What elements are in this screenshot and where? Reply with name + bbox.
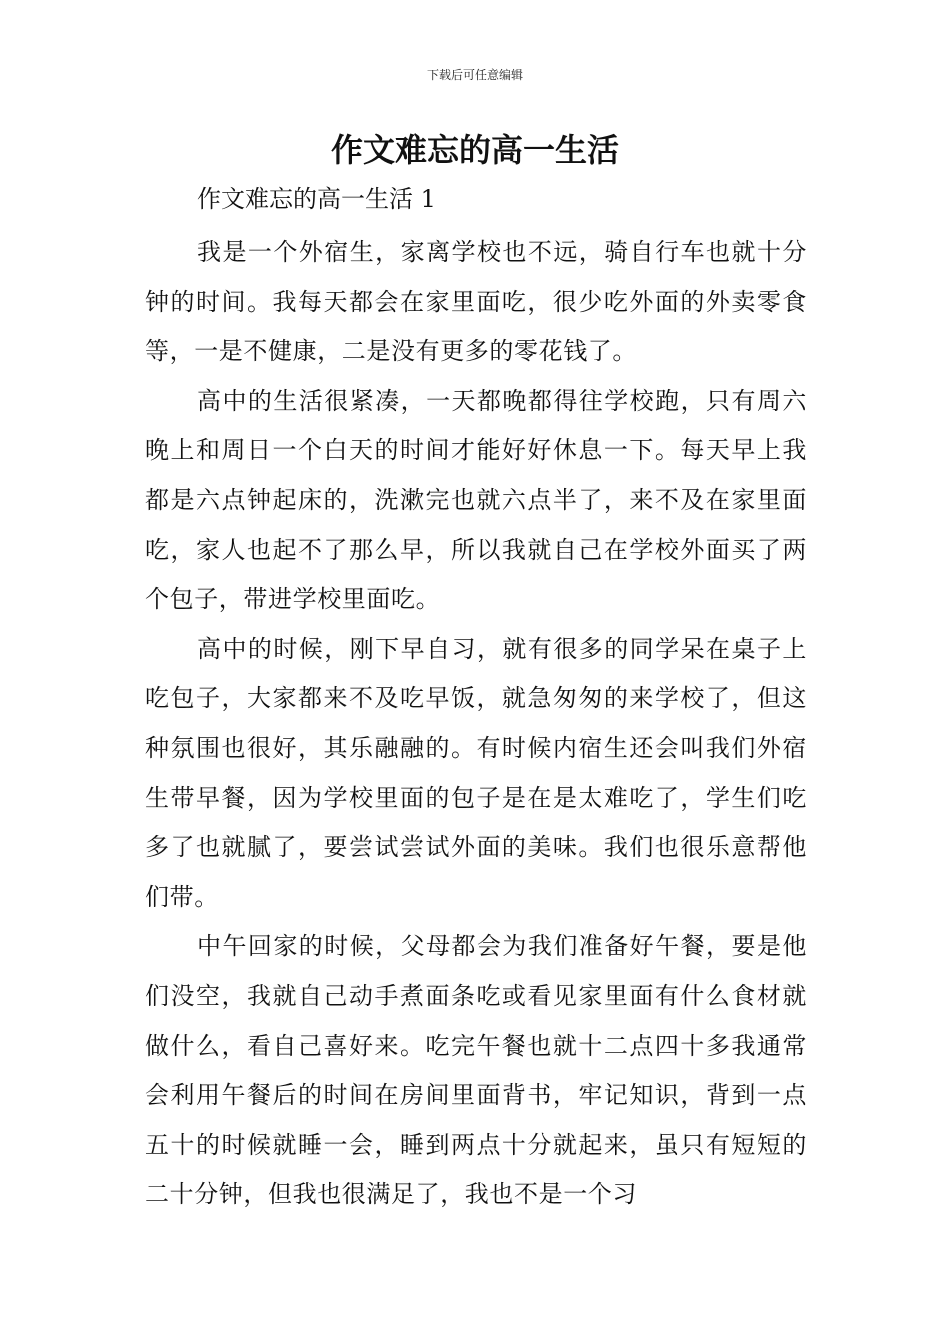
paragraph-1: 我是一个外宿生，家离学校也不远，骑自行车也就十分钟的时间。我每天都会在家里面吃，很少吃外面的外卖零食等，一是不健康，二是没有更多的零花钱了。 [145,238,807,366]
paragraph-3: 高中的时候，刚下早自习，就有很多的同学呆在桌子上吃包子，大家都来不及吃早饭，就急匆匆的来学校了，但这种氛围也很好，其乐融融的。有时候内宿生还会叫我们外宿生带早餐，因为学校里面的包子是在是太难吃了，学生们吃多了也就腻了，要尝试尝试外面的美味。我们也很乐意帮他们带。 [145,634,807,911]
essay-subtitle: 作文难忘的高一生活 1 [197,185,436,213]
paragraph-4: 中午回家的时候，父母都会为我们准备好午餐，要是他们没空，我就自己动手煮面条吃或看见家里面有什么食材就做什么，看自己喜好来。吃完午餐也就十二点四十多我通常会利用午餐后的时间在房间里面背书，牢记知识，背到一点五十的时候就睡一会，睡到两点十分就起来，虽只有短短的二十分钟，但我也很满足了，我也不是一个习 [145,932,807,1209]
essay-body [145,228,807,1220]
header-note: 下载后可任意编辑 [426,68,523,82]
document-title: 作文难忘的高一生活 [330,131,619,169]
paragraph-2: 高中的生活很紧凑，一天都晚都得往学校跑，只有周六晚上和周日一个白天的时间才能好好休息一下。每天早上我都是六点钟起床的，洗漱完也就六点半了，来不及在家里面吃，家人也起不了那么早，所以我就自己在学校外面买了两个包子，带进学校里面吃。 [145,386,807,614]
